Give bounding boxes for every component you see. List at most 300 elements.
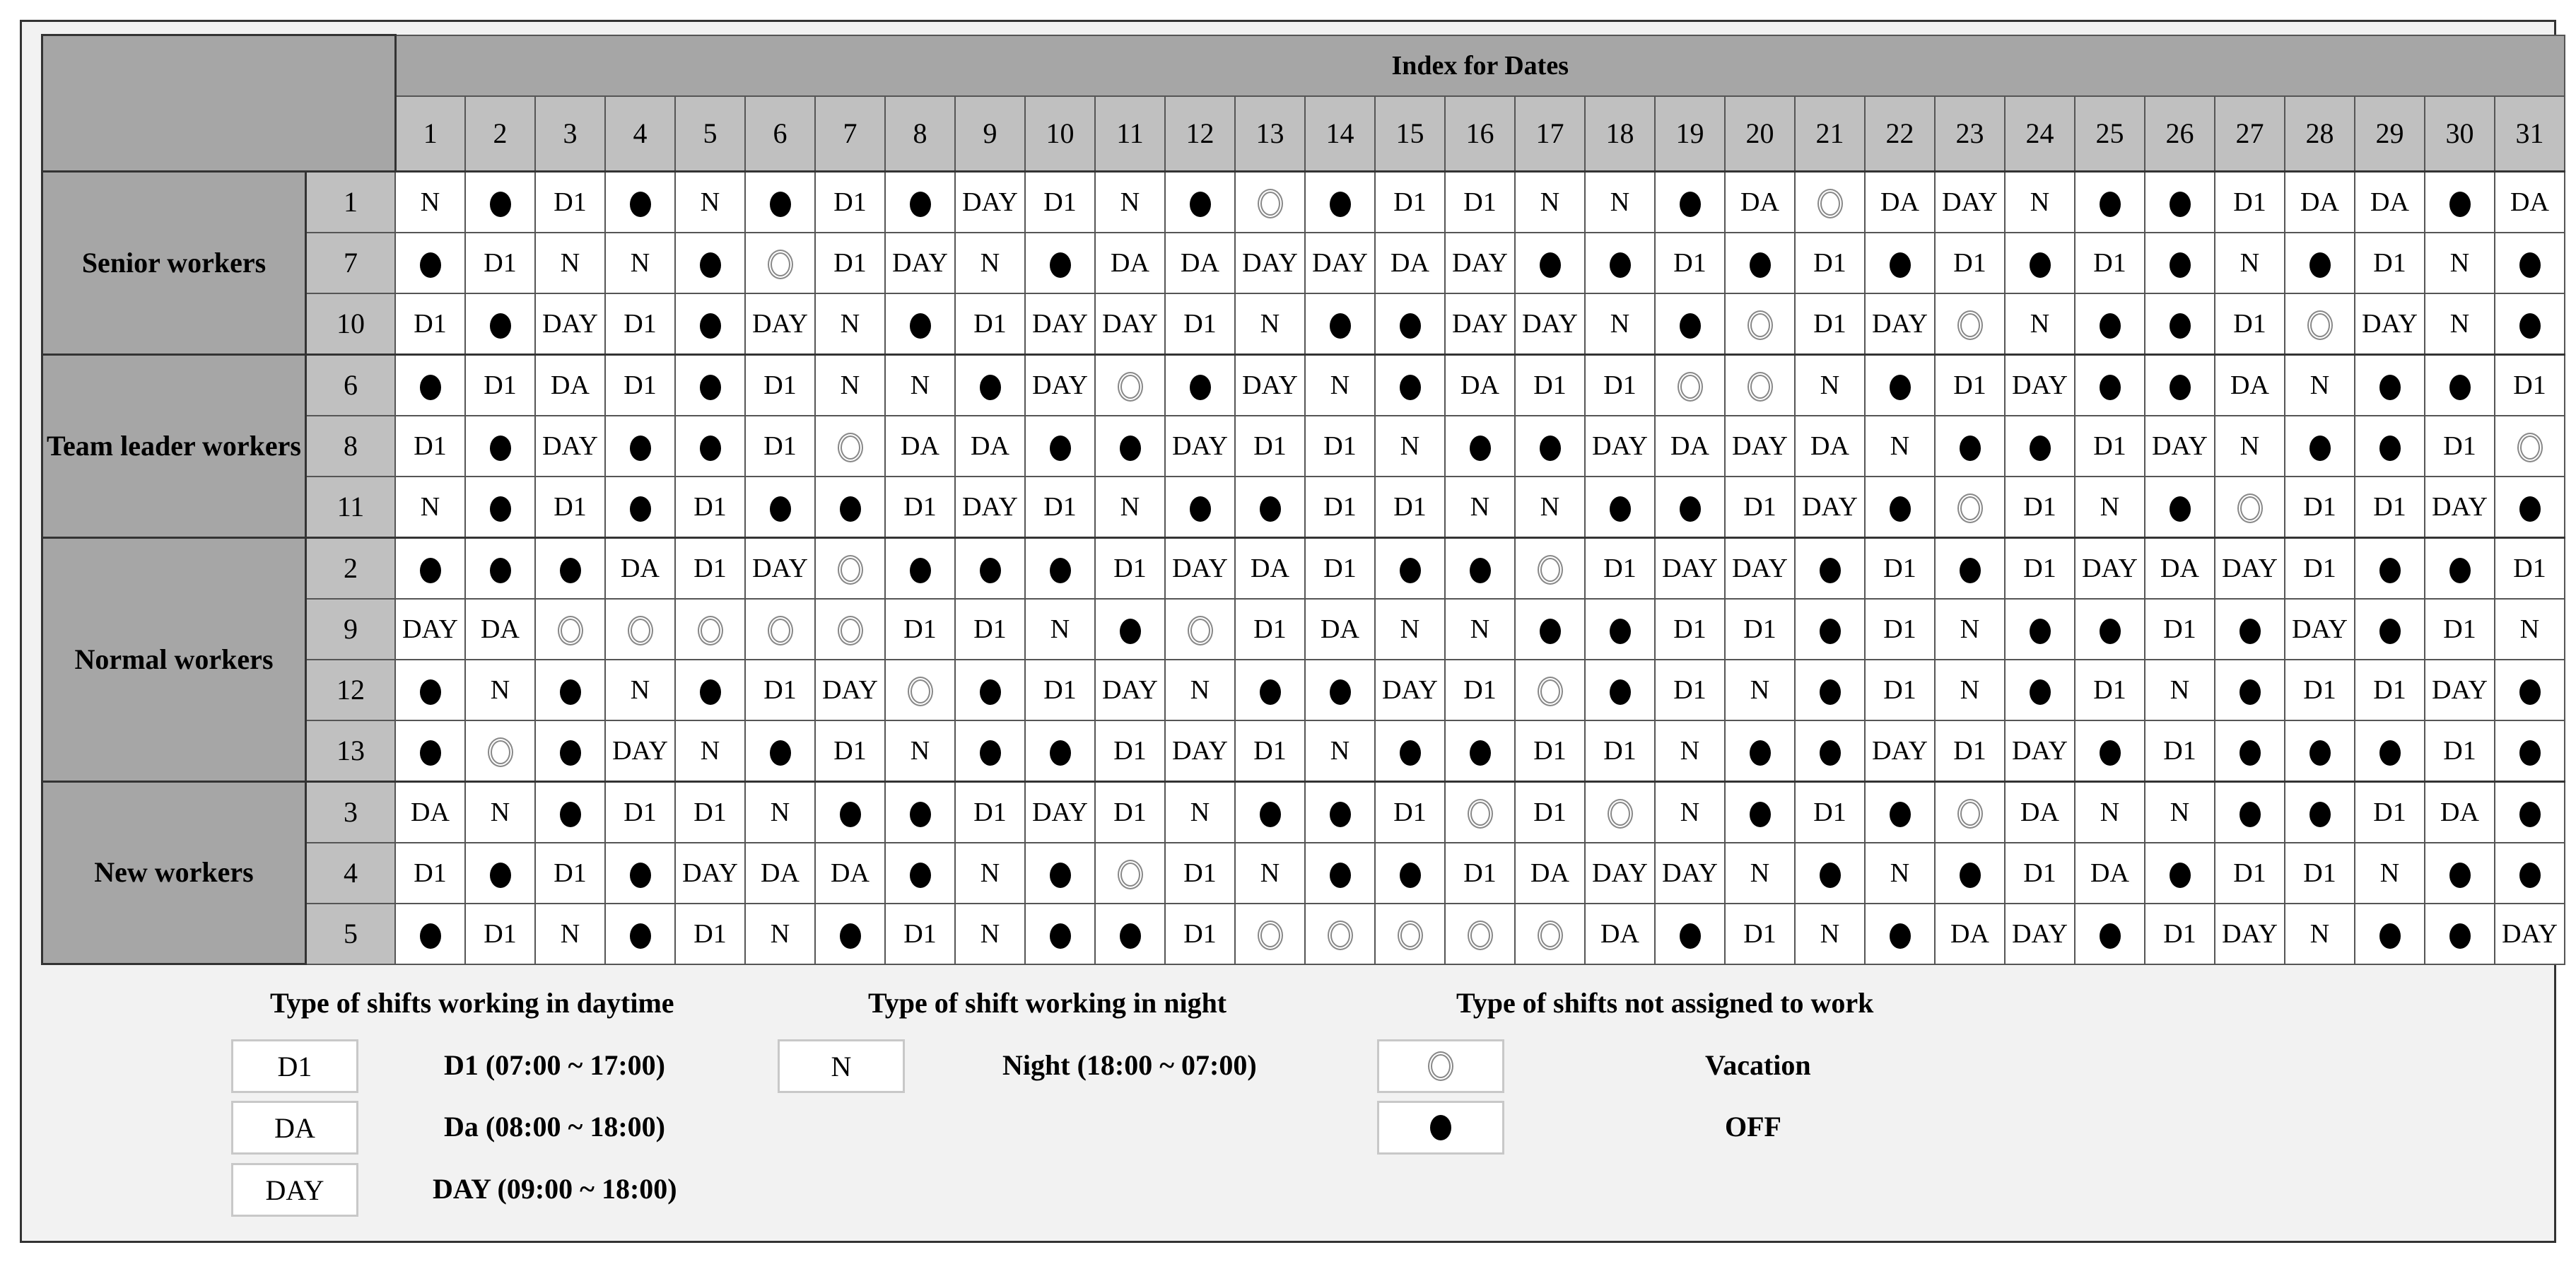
off-icon (1050, 923, 1071, 949)
date-header-5: 5 (675, 96, 745, 172)
shift-cell: DAY (2215, 904, 2285, 964)
shift-cell: DA (1095, 233, 1165, 293)
shift-cell (1515, 416, 1585, 477)
date-header-7: 7 (815, 96, 885, 172)
off-icon (980, 740, 1001, 766)
date-header-2: 2 (465, 96, 535, 172)
shift-cell: N (1235, 293, 1305, 355)
shift-cell (2145, 477, 2215, 538)
shift-cell: N (1445, 477, 1515, 538)
shift-cell (1445, 537, 1515, 599)
date-header-16: 16 (1445, 96, 1515, 172)
worker-id: 3 (306, 781, 396, 843)
shift-cell (2355, 416, 2425, 477)
date-header-3: 3 (535, 96, 605, 172)
shift-cell (2215, 781, 2285, 843)
off-icon (840, 496, 861, 522)
off-icon (1400, 740, 1421, 766)
shift-cell: DAY (1725, 537, 1795, 599)
vacation-icon (2517, 433, 2543, 462)
shift-cell: DAY (2145, 416, 2215, 477)
shift-cell: N (1165, 660, 1235, 720)
table-row (42, 293, 2565, 355)
shift-cell: D1 (1095, 781, 1165, 843)
off-icon (490, 313, 511, 339)
shift-cell: DAY (745, 537, 815, 599)
shift-cell (1445, 904, 1515, 964)
table-row (42, 660, 2565, 720)
shift-cell (395, 660, 465, 720)
shift-cell: D1 (395, 416, 465, 477)
off-icon (2519, 679, 2541, 705)
shift-cell: N (2425, 233, 2495, 293)
shift-cell: D1 (2005, 537, 2075, 599)
shift-cell (1795, 171, 1865, 233)
shift-cell: N (885, 354, 955, 416)
shift-cell: D1 (2215, 293, 2285, 355)
shift-cell: D1 (675, 477, 745, 538)
worker-id: 9 (306, 599, 396, 660)
shift-cell: N (1515, 477, 1585, 538)
shift-cell: N (1095, 477, 1165, 538)
shift-cell: N (1585, 293, 1655, 355)
off-icon (630, 192, 651, 217)
shift-cell: D1 (1165, 843, 1235, 904)
off-icon (2379, 619, 2401, 644)
shift-cell: DA (815, 843, 885, 904)
shift-cell: N (2075, 477, 2145, 538)
shift-cell: DA (1515, 843, 1585, 904)
shift-cell (885, 660, 955, 720)
worker-id: 7 (306, 233, 396, 293)
worker-id: 13 (306, 720, 396, 782)
off-icon (1400, 863, 1421, 888)
shift-cell: D1 (1445, 660, 1515, 720)
shift-cell (1095, 904, 1165, 964)
shift-cell: N (745, 781, 815, 843)
shift-cell: D1 (1445, 843, 1515, 904)
shift-cell: DAY (1655, 537, 1725, 599)
shift-cell: N (1025, 599, 1095, 660)
off-icon (1330, 313, 1351, 339)
vacation-icon (628, 616, 653, 645)
shift-cell (2495, 843, 2565, 904)
shift-cell: D1 (2425, 720, 2495, 782)
shift-cell (465, 171, 535, 233)
off-icon (1610, 252, 1631, 278)
worker-id: 10 (306, 293, 396, 355)
off-icon (560, 679, 581, 705)
off-icon (1400, 558, 1421, 583)
off-icon (630, 496, 651, 522)
shift-cell: D1 (815, 171, 885, 233)
shift-cell: DAY (1165, 537, 1235, 599)
shift-cell (1445, 781, 1515, 843)
shift-cell (1375, 354, 1445, 416)
shift-cell (955, 354, 1025, 416)
shift-cell (885, 293, 955, 355)
shift-cell (1165, 354, 1235, 416)
shift-cell: D1 (1235, 416, 1305, 477)
worker-id: 2 (306, 537, 396, 599)
off-icon (2030, 679, 2051, 705)
off-icon (1960, 558, 1981, 583)
shift-cell: DAY (535, 293, 605, 355)
shift-cell: D1 (1165, 293, 1235, 355)
shift-cell: D1 (2145, 720, 2215, 782)
shift-cell (2075, 354, 2145, 416)
off-icon (2309, 740, 2331, 766)
shift-cell: N (2005, 171, 2075, 233)
shift-cell (2495, 660, 2565, 720)
shift-cell: DAY (1025, 354, 1095, 416)
shift-cell: DA (535, 354, 605, 416)
off-icon (1260, 802, 1281, 827)
off-icon (2519, 740, 2541, 766)
shift-cell: DAY (1445, 293, 1515, 355)
shift-cell (2355, 537, 2425, 599)
shift-cell (1515, 233, 1585, 293)
shift-cell (675, 354, 745, 416)
off-icon (1820, 863, 1841, 888)
off-icon (1470, 558, 1491, 583)
off-icon (420, 252, 441, 278)
shift-cell: DAY (2425, 660, 2495, 720)
shift-cell: N (1165, 781, 1235, 843)
off-icon (2170, 313, 2191, 339)
shift-cell (815, 416, 885, 477)
shift-cell (1095, 843, 1165, 904)
shift-cell (2425, 171, 2495, 233)
shift-cell (745, 599, 815, 660)
shift-cell: DAY (1865, 293, 1935, 355)
shift-cell: N (955, 843, 1025, 904)
vacation-icon (1188, 616, 1213, 645)
shift-cell: N (1585, 171, 1655, 233)
off-icon (2309, 802, 2331, 827)
off-icon (1680, 192, 1701, 217)
off-icon (2170, 863, 2191, 888)
shift-cell: D1 (1795, 293, 1865, 355)
shift-cell: D1 (955, 781, 1025, 843)
off-icon (420, 923, 441, 949)
shift-cell: D1 (395, 293, 465, 355)
table-row (42, 843, 2565, 904)
date-header-18: 18 (1585, 96, 1655, 172)
off-icon (1430, 1115, 1451, 1140)
shift-cell (1515, 660, 1585, 720)
shift-cell (605, 416, 675, 477)
off-icon (1400, 313, 1421, 339)
shift-cell: D1 (1375, 477, 1445, 538)
shift-cell (1375, 293, 1445, 355)
off-icon (420, 740, 441, 766)
legend-daytime-title: Type of shifts working in daytime (270, 987, 674, 1019)
shift-cell: D1 (1235, 599, 1305, 660)
shift-cell (885, 843, 955, 904)
off-icon (1960, 863, 1981, 888)
off-icon (2100, 740, 2121, 766)
shift-cell (2355, 599, 2425, 660)
shift-cell: N (2005, 293, 2075, 355)
off-icon (2100, 923, 2121, 949)
table-row (42, 354, 2565, 416)
shift-cell: D1 (1375, 781, 1445, 843)
off-icon (490, 436, 511, 461)
date-header-29: 29 (2355, 96, 2425, 172)
off-icon (2449, 863, 2471, 888)
off-icon (490, 496, 511, 522)
shift-cell (815, 599, 885, 660)
shift-cell: D1 (1725, 477, 1795, 538)
shift-cell (605, 843, 675, 904)
shift-cell: N (885, 720, 955, 782)
vacation-icon (1538, 555, 1563, 585)
shift-cell: N (535, 233, 605, 293)
shift-cell: D1 (605, 354, 675, 416)
date-header-28: 28 (2285, 96, 2355, 172)
shift-cell: DAY (1795, 477, 1865, 538)
table-row (42, 171, 2565, 233)
shift-cell (815, 477, 885, 538)
off-icon (1820, 740, 1841, 766)
shift-cell (1935, 416, 2005, 477)
off-icon (2519, 863, 2541, 888)
shift-cell (2285, 720, 2355, 782)
shift-cell (1585, 781, 1655, 843)
off-icon (980, 375, 1001, 400)
shift-cell (955, 660, 1025, 720)
shift-cell (1655, 904, 1725, 964)
shift-cell (605, 477, 675, 538)
shift-cell (465, 843, 535, 904)
off-icon (1190, 496, 1211, 522)
off-icon (980, 558, 1001, 583)
shift-cell: D1 (605, 293, 675, 355)
shift-cell: D1 (1515, 781, 1585, 843)
shift-cell (535, 599, 605, 660)
shift-cell: N (1865, 416, 1935, 477)
shift-cell: DAY (1655, 843, 1725, 904)
shift-cell: D1 (2215, 171, 2285, 233)
table-row (42, 781, 2565, 843)
shift-cell (395, 537, 465, 599)
shift-cell: N (1725, 660, 1795, 720)
shift-cell (1165, 171, 1235, 233)
off-icon (2379, 558, 2401, 583)
shift-cell (745, 477, 815, 538)
shift-cell: D1 (1095, 537, 1165, 599)
off-icon (1890, 375, 1911, 400)
shift-cell (2075, 904, 2145, 964)
off-icon (1820, 558, 1841, 583)
vacation-icon (488, 737, 513, 767)
shift-cell (2075, 599, 2145, 660)
shift-cell (1375, 537, 1445, 599)
vacation-icon (1608, 799, 1633, 829)
shift-cell: D1 (1585, 354, 1655, 416)
off-icon (420, 679, 441, 705)
shift-cell (395, 233, 465, 293)
shift-cell: DAY (1235, 354, 1305, 416)
shift-cell (1655, 171, 1725, 233)
shift-cell (2495, 781, 2565, 843)
shift-cell: D1 (955, 293, 1025, 355)
off-icon (1120, 619, 1141, 644)
shift-cell (2285, 416, 2355, 477)
shift-cell (1095, 354, 1165, 416)
shift-cell (2075, 293, 2145, 355)
shift-cell: D1 (2425, 599, 2495, 660)
shift-cell: DAY (1165, 720, 1235, 782)
off-icon (1050, 252, 1071, 278)
off-icon (1260, 679, 1281, 705)
shift-cell: N (1865, 843, 1935, 904)
off-icon (770, 496, 791, 522)
shift-cell: DAY (1935, 171, 2005, 233)
shift-cell (1235, 171, 1305, 233)
shift-cell: D1 (2355, 233, 2425, 293)
group-label: New workers (42, 781, 306, 964)
legend-night-title: Type of shift working in night (868, 987, 1227, 1019)
shift-cell: N (955, 904, 1025, 964)
shift-cell: D1 (2285, 537, 2355, 599)
shift-cell: D1 (1025, 171, 1095, 233)
shift-cell: D1 (535, 843, 605, 904)
shift-cell: N (395, 171, 465, 233)
shift-cell: DA (1655, 416, 1725, 477)
shift-cell (1025, 233, 1095, 293)
shift-cell (1515, 537, 1585, 599)
off-icon (2240, 740, 2261, 766)
shift-cell (885, 171, 955, 233)
shift-cell: D1 (745, 660, 815, 720)
off-icon (1750, 252, 1771, 278)
shift-cell (1865, 781, 1935, 843)
shift-cell (1305, 904, 1375, 964)
date-header-26: 26 (2145, 96, 2215, 172)
off-icon (490, 558, 511, 583)
shift-cell: D1 (1865, 537, 1935, 599)
shift-cell: D1 (675, 537, 745, 599)
shift-cell: D1 (2005, 477, 2075, 538)
vacation-icon (1428, 1051, 1453, 1081)
shift-cell (815, 904, 885, 964)
shift-cell: D1 (1445, 171, 1515, 233)
shift-cell: DA (1375, 233, 1445, 293)
off-icon (2170, 192, 2191, 217)
shift-cell (675, 660, 745, 720)
off-icon (560, 802, 581, 827)
off-icon (840, 923, 861, 949)
off-icon (1120, 436, 1141, 461)
shift-cell: N (2215, 416, 2285, 477)
shift-cell (2005, 233, 2075, 293)
off-icon (910, 558, 931, 583)
shift-cell: DA (955, 416, 1025, 477)
vacation-icon (1957, 799, 1983, 829)
shift-cell (2425, 843, 2495, 904)
shift-cell (1515, 904, 1585, 964)
shift-cell: N (1655, 720, 1725, 782)
off-icon (630, 923, 651, 949)
shift-cell (395, 354, 465, 416)
off-icon (700, 252, 721, 278)
off-icon (2519, 313, 2541, 339)
off-icon (980, 679, 1001, 705)
shift-cell: N (2355, 843, 2425, 904)
shift-cell: N (1445, 599, 1515, 660)
shift-cell: DA (1445, 354, 1515, 416)
shift-cell: DAY (1865, 720, 1935, 782)
legend-box-day: DAY (231, 1163, 358, 1217)
shift-cell: D1 (885, 904, 955, 964)
shift-cell: D1 (675, 904, 745, 964)
shift-cell (2005, 599, 2075, 660)
vacation-icon (1118, 860, 1143, 889)
vacation-icon (2237, 493, 2263, 523)
vacation-icon (1957, 493, 1983, 523)
legend-desc-vacation: Vacation (1705, 1049, 1811, 1081)
shift-cell (2005, 416, 2075, 477)
shift-cell (1655, 354, 1725, 416)
shift-cell: N (1375, 416, 1445, 477)
date-header-12: 12 (1165, 96, 1235, 172)
shift-cell: N (1725, 843, 1795, 904)
vacation-icon (838, 616, 863, 645)
shift-cell (465, 477, 535, 538)
shift-cell (745, 171, 815, 233)
shift-cell (885, 537, 955, 599)
vacation-icon (768, 250, 793, 279)
shift-cell: DAY (1515, 293, 1585, 355)
shift-cell: D1 (2285, 660, 2355, 720)
off-icon (1330, 679, 1351, 705)
shift-cell: D1 (1515, 354, 1585, 416)
shift-cell (465, 416, 535, 477)
shift-cell: N (1305, 720, 1375, 782)
shift-cell: DA (745, 843, 815, 904)
shift-cell (2355, 354, 2425, 416)
date-header-row (42, 96, 2565, 172)
shift-cell: DAY (2075, 537, 2145, 599)
date-header-23: 23 (1935, 96, 2005, 172)
shift-cell (1025, 416, 1095, 477)
shift-cell: N (1095, 171, 1165, 233)
dates-index-title: Index for Dates (395, 35, 2565, 96)
off-icon (1750, 740, 1771, 766)
shift-cell: DAY (1095, 660, 1165, 720)
shift-cell: D1 (745, 354, 815, 416)
shift-cell: D1 (1305, 416, 1375, 477)
off-icon (1050, 740, 1071, 766)
table-row (42, 537, 2565, 599)
off-icon (630, 436, 651, 461)
shift-cell: N (395, 477, 465, 538)
date-header-1: 1 (395, 96, 465, 172)
off-icon (490, 863, 511, 888)
shift-cell (395, 720, 465, 782)
legend-box-da: DA (231, 1101, 358, 1155)
off-icon (2170, 375, 2191, 400)
off-icon (1680, 496, 1701, 522)
shift-cell: D1 (1935, 720, 2005, 782)
shift-cell: D1 (2285, 477, 2355, 538)
shift-cell (1305, 660, 1375, 720)
off-icon (1330, 863, 1351, 888)
shift-cell: N (675, 171, 745, 233)
worker-id: 12 (306, 660, 396, 720)
